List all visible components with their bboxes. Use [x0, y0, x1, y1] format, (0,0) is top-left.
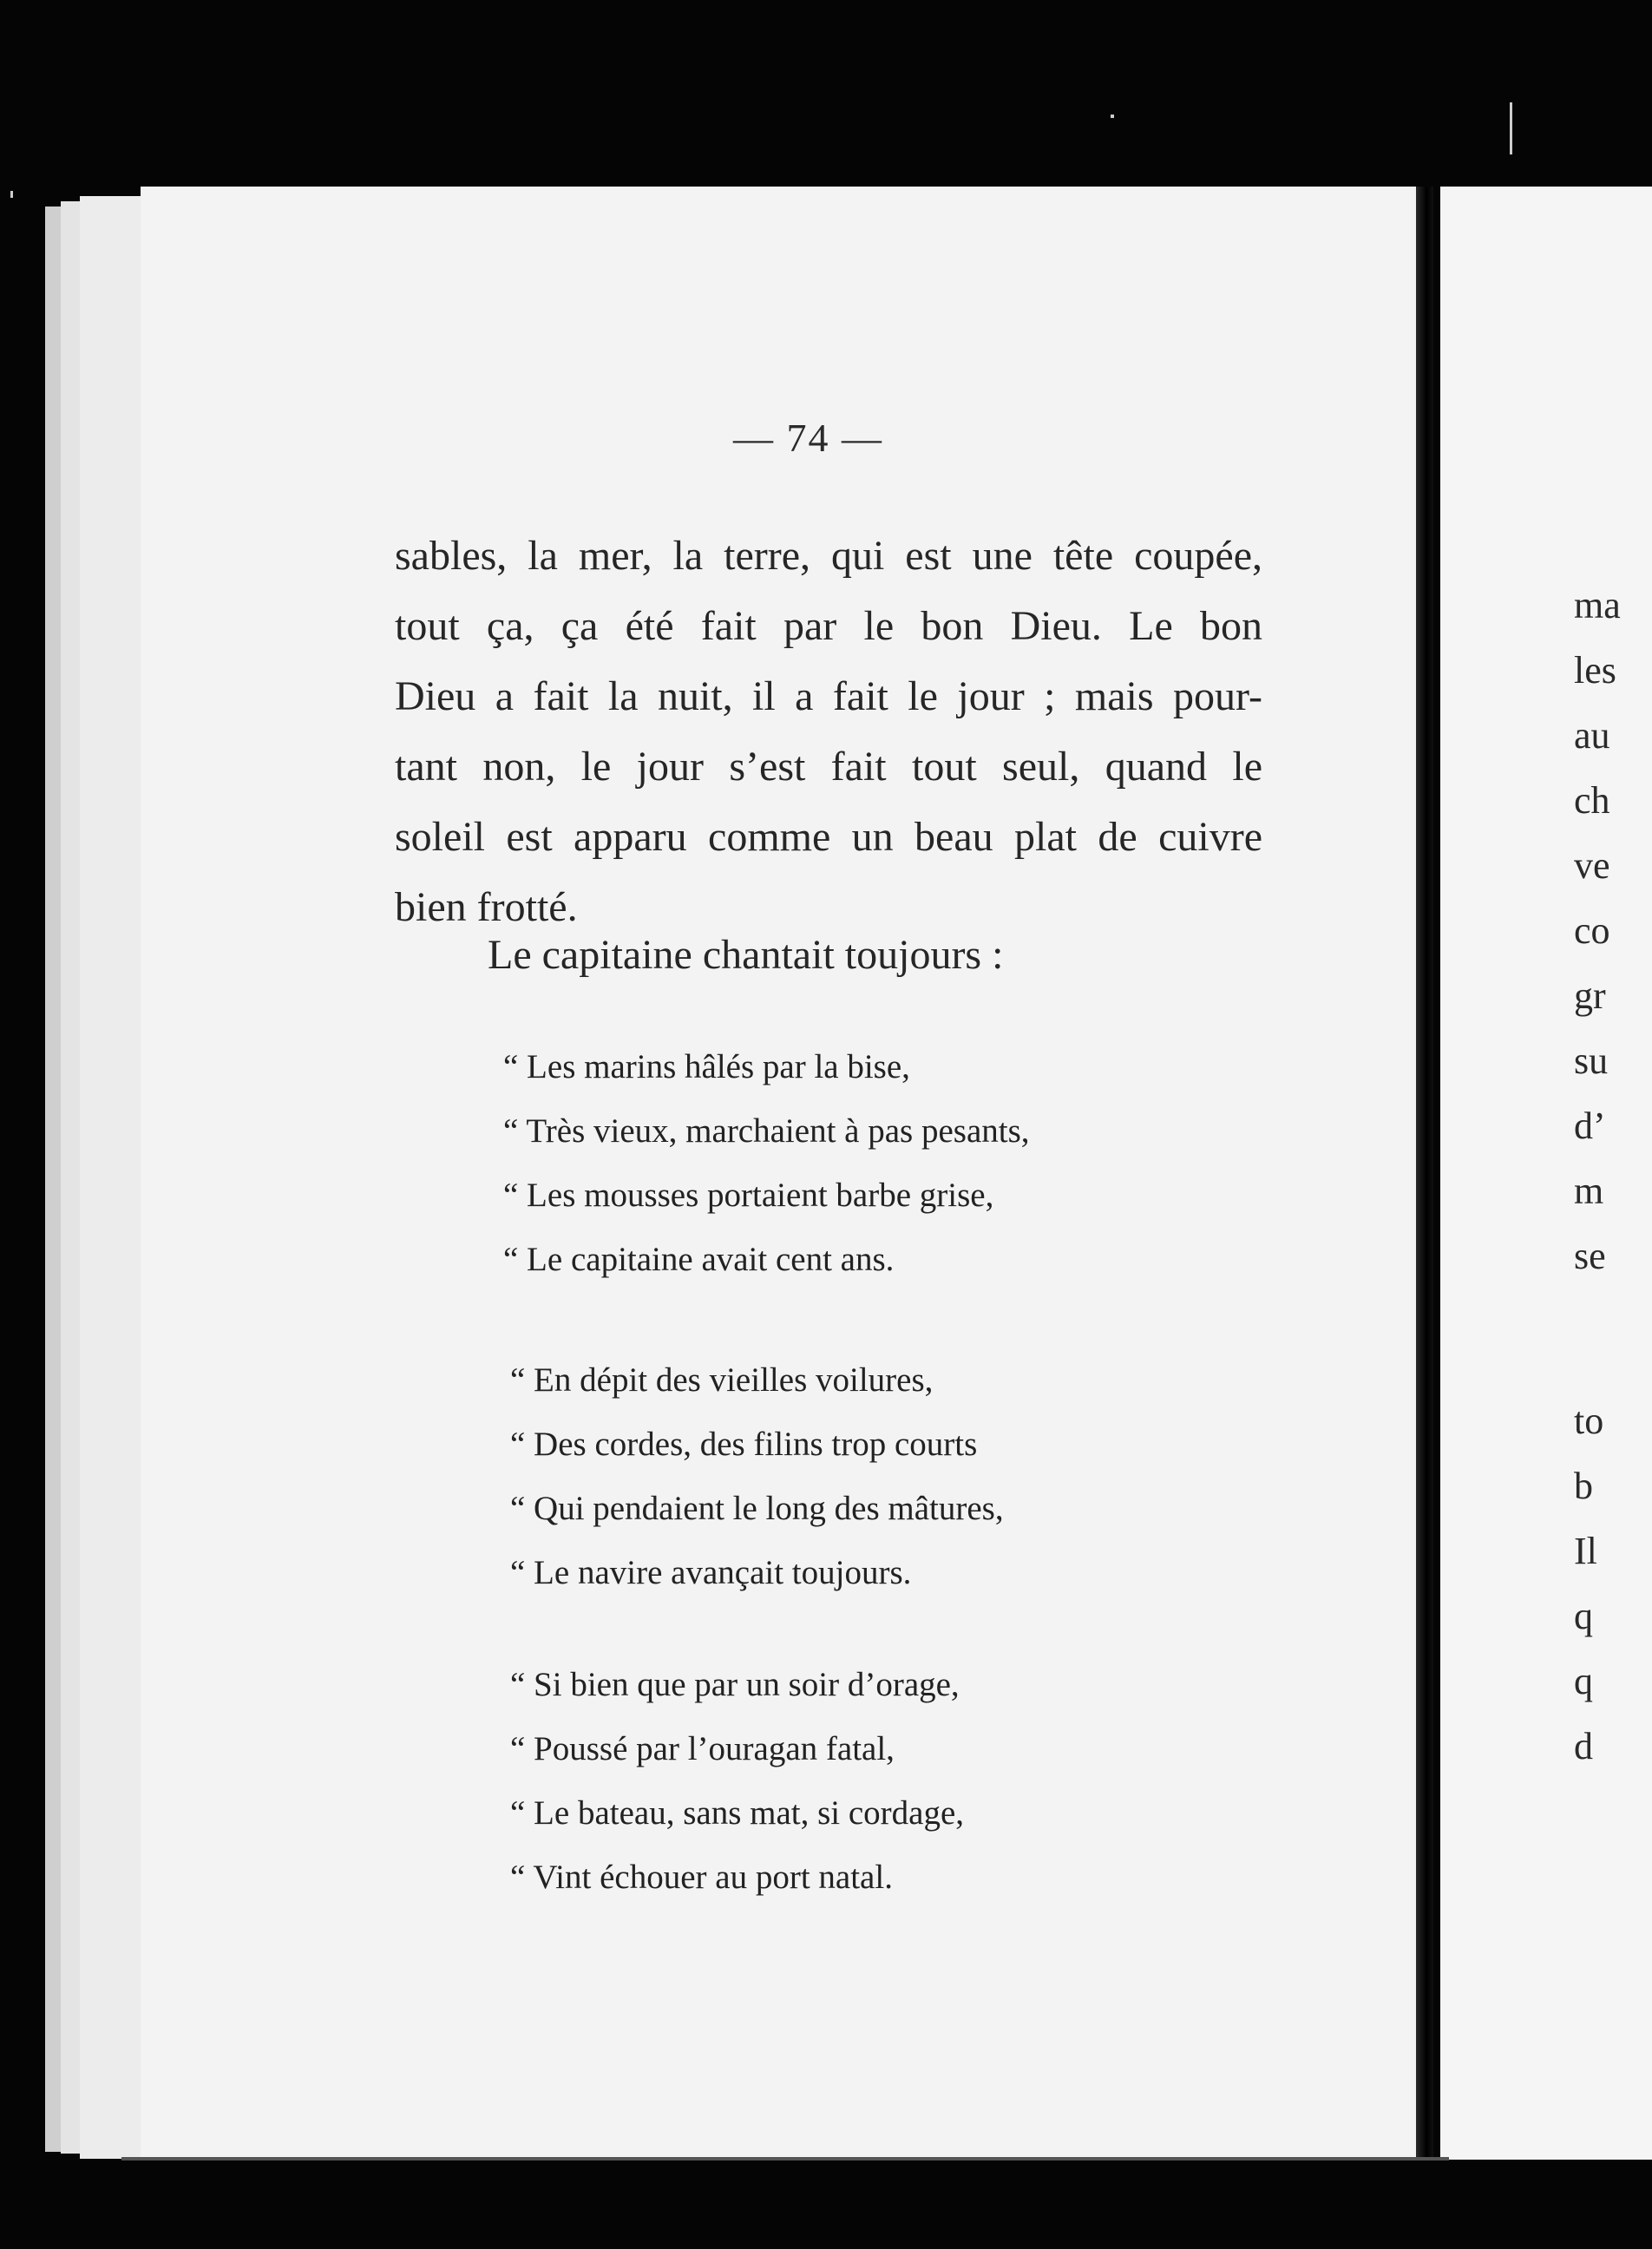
verse-line: “ Très vieux, marchaient à pas pesants, [503, 1112, 1030, 1150]
verse-line: “ Le capitaine avait cent ans. [503, 1241, 895, 1278]
facing-fragment: b [1574, 1465, 1593, 1507]
page-stack-edge [80, 196, 142, 2159]
prose-paragraph [395, 521, 1262, 942]
verse-line: “ Le navire avançait toujours. [510, 1554, 912, 1591]
prose-line: soleil est apparu comme un beau plat de cuivre [395, 814, 1262, 860]
facing-fragment: co [1574, 909, 1610, 952]
facing-page-text-bottom [1574, 1388, 1603, 1779]
prose-line: bien frotté. [395, 884, 578, 930]
facing-fragment: d [1574, 1725, 1593, 1767]
song-intro: Le capitaine chantait toujours : [488, 932, 1004, 978]
facing-fragment: to [1574, 1400, 1604, 1442]
facing-fragment: se [1574, 1235, 1606, 1277]
prose-line: tout ça, ça été fait par le bon Dieu. Le bon [395, 603, 1262, 649]
scan-artifact [10, 191, 13, 198]
facing-fragment: su [1574, 1039, 1609, 1082]
page-stack-edge [45, 207, 61, 2152]
facing-fragment: gr [1574, 974, 1606, 1017]
scan-artifact [1111, 115, 1114, 118]
verse-line: “ Qui pendaient le long des mâtures, [510, 1490, 1004, 1527]
verse-line: “ Les marins hâlés par la bise, [503, 1048, 910, 1085]
facing-fragment: q [1574, 1595, 1593, 1637]
verse-line: “ Poussé par l’ouragan fatal, [510, 1730, 895, 1767]
scan-artifact [1510, 102, 1512, 154]
facing-fragment: d’ [1574, 1105, 1606, 1147]
verse-line: “ Vint échouer au port natal. [510, 1859, 893, 1896]
verse-line: “ Le bateau, sans mat, si cordage, [510, 1794, 965, 1832]
song-stanza-3 [510, 1653, 964, 1910]
song-stanza-2 [510, 1348, 1004, 1605]
verse-line: “ Les mousses portaient barbe grise, [503, 1177, 994, 1214]
facing-fragment: ma [1574, 584, 1621, 626]
page-stack-edge [61, 201, 80, 2154]
page-bottom-shadow [121, 2157, 1449, 2160]
facing-fragment: Il [1574, 1530, 1597, 1572]
prose-line: sables, la mer, la terre, qui est une tête coupée, [395, 533, 1262, 579]
song-stanza-1 [503, 1035, 1030, 1292]
prose-line: Dieu a fait la nuit, il a fait le jour ; mais pour- [395, 673, 1262, 719]
book-gutter [1416, 187, 1433, 2160]
facing-fragment: les [1574, 649, 1616, 692]
facing-fragment: au [1574, 714, 1610, 757]
facing-fragment: ch [1574, 779, 1610, 822]
facing-fragment: m [1574, 1170, 1604, 1212]
prose-line: tant non, le jour s’est fait tout seul, quand le [395, 744, 1262, 790]
verse-line: “ En dépit des vieilles voilures, [510, 1361, 934, 1399]
verse-line: “ Des cordes, des filins trop courts [510, 1426, 978, 1463]
facing-page-text-top [1574, 573, 1652, 1288]
verse-line: “ Si bien que par un soir d’orage, [510, 1666, 960, 1703]
facing-fragment: q [1574, 1660, 1593, 1702]
facing-fragment: ve [1574, 844, 1610, 887]
page-number: — 74 — [733, 416, 883, 460]
